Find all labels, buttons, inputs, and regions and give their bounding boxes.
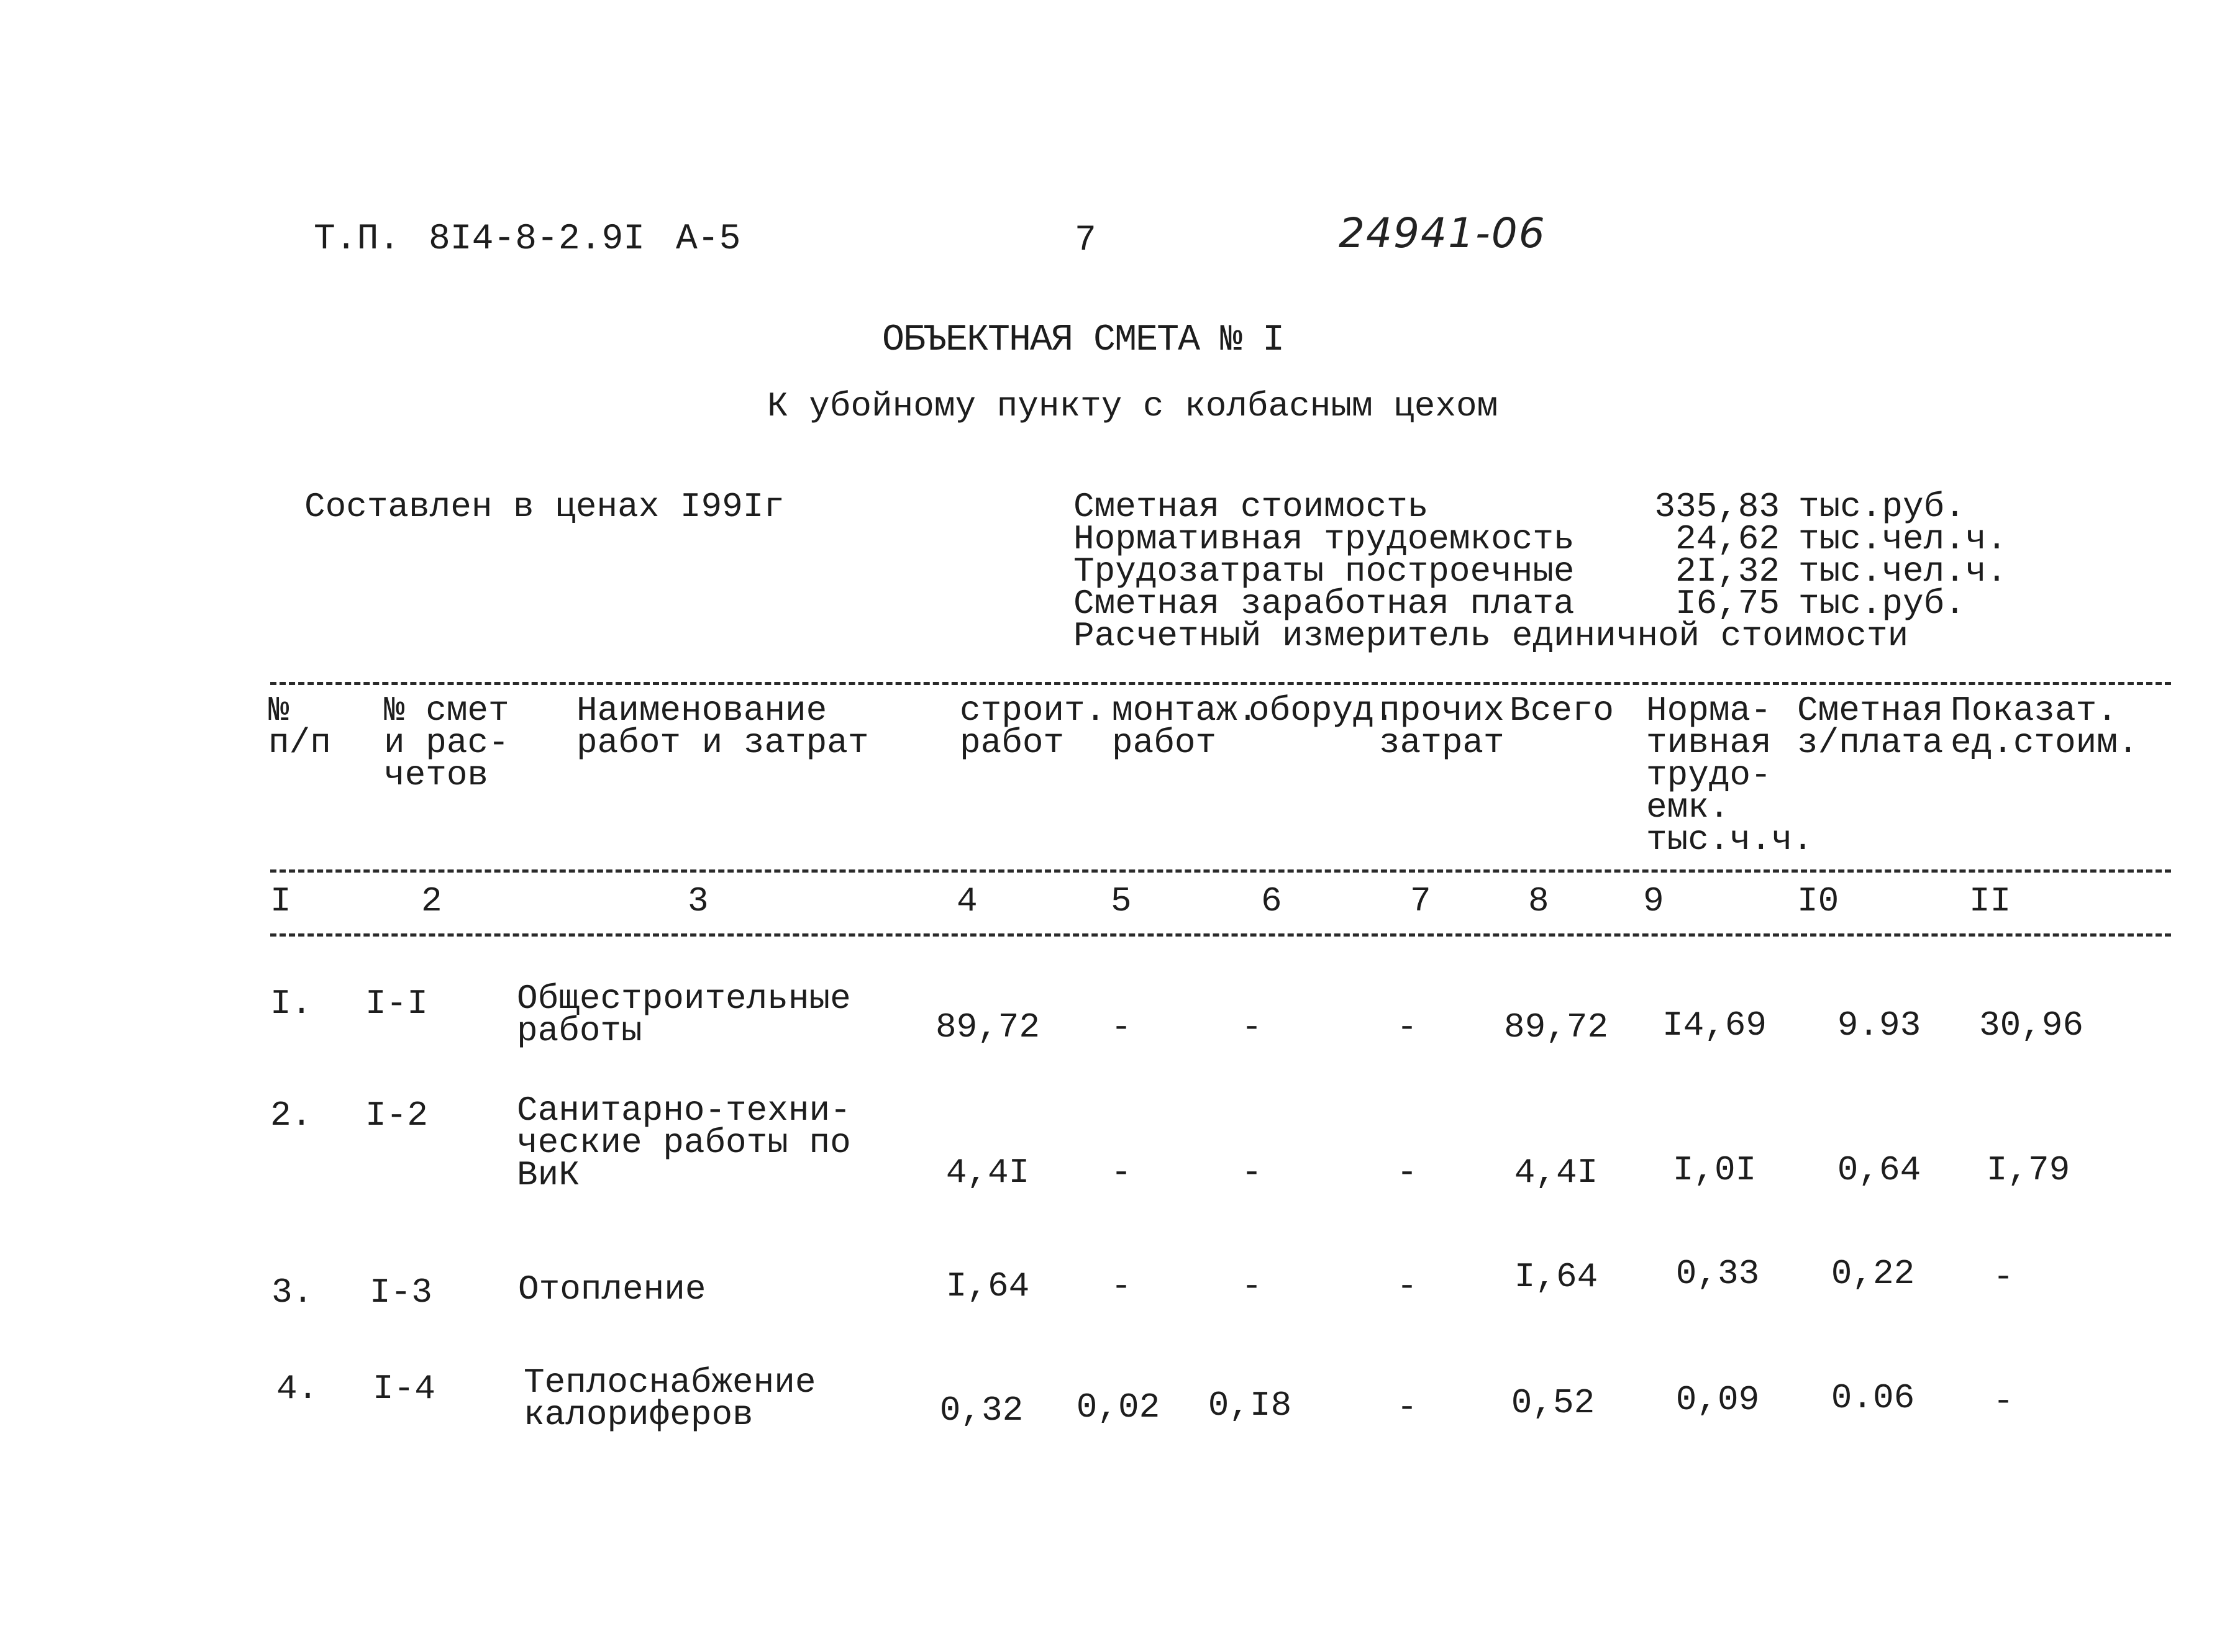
cell-indicator: - — [1993, 1381, 2014, 1421]
summary-value: 335,83 — [1654, 487, 1780, 527]
cell-total: 89,72 — [1503, 1007, 1609, 1047]
cell-indicator: 30,96 — [1978, 1005, 2084, 1045]
col-number: 7 — [1410, 881, 1431, 921]
summary-measure: Расчетный измеритель единичной стоимости — [1073, 616, 1909, 656]
col-header-construction: строит. работ — [960, 691, 1106, 763]
col-number: 4 — [957, 881, 978, 921]
cell-name: Санитарно-техни- ческие работы по ВиК — [517, 1091, 851, 1195]
cell-labor: 0,09 — [1675, 1380, 1760, 1420]
cell-other: - — [1396, 1153, 1418, 1192]
table-rule-numbers — [270, 933, 2171, 937]
col-number: 3 — [688, 881, 709, 921]
cell-name: Теплоснабжение калориферов — [524, 1363, 816, 1435]
col-header-no: № п/п — [268, 691, 331, 763]
col-number: 5 — [1111, 881, 1132, 921]
col-header-name: Наименование работ и затрат — [576, 691, 869, 763]
cell-wages: 0,64 — [1837, 1150, 1921, 1190]
cell-total: 0,52 — [1511, 1383, 1595, 1423]
cell-other: - — [1396, 1387, 1418, 1427]
cell-indicator: - — [1993, 1257, 2014, 1297]
col-header-installation: монтаж. работ — [1112, 691, 1259, 763]
cell-labor: 0,33 — [1675, 1254, 1760, 1294]
col-number: I0 — [1797, 881, 1839, 921]
cell-other: - — [1396, 1266, 1418, 1306]
cell-construction: I,64 — [945, 1266, 1030, 1306]
cell-name: Отопление — [518, 1269, 706, 1309]
series-number: 8I4-8-2.9I — [429, 219, 645, 260]
cell-construction: 89,72 — [935, 1007, 1040, 1047]
album-number: А-5 — [676, 219, 741, 260]
cell-wages: 9.93 — [1837, 1005, 1921, 1045]
col-number: II — [1969, 881, 2011, 921]
summary-value: I6,75 — [1675, 584, 1780, 624]
cell-estimate: I-I — [365, 984, 428, 1023]
cell-equipment: 0,I8 — [1208, 1386, 1292, 1425]
summary-label: Нормативная трудоемкость — [1073, 519, 1575, 559]
col-number: 2 — [421, 881, 442, 921]
col-number: 9 — [1643, 881, 1664, 921]
cell-equipment: - — [1241, 1153, 1262, 1192]
page-number: 7 — [1075, 220, 1096, 261]
cell-labor: I4,69 — [1662, 1005, 1767, 1045]
col-number: 8 — [1528, 881, 1549, 921]
summary-label: Сметная стоимость — [1073, 487, 1429, 527]
cell-indicator: I,79 — [1986, 1150, 2070, 1190]
cell-construction: 0,32 — [939, 1391, 1024, 1430]
col-number: I — [270, 881, 291, 921]
cell-other: - — [1396, 1007, 1418, 1047]
summary-label: Трудозатраты построечные — [1073, 551, 1575, 591]
cell-labor: I,0I — [1672, 1150, 1757, 1190]
cell-installation: - — [1111, 1266, 1132, 1306]
summary-unit: тыс.чел.ч. — [1798, 519, 2008, 559]
cell-total: I,64 — [1514, 1257, 1598, 1297]
col-header-wages: Сметная з/плата — [1797, 691, 1944, 763]
table-rule-header — [270, 869, 2171, 873]
page-title: ОБЪЕКТНАЯ СМЕТА № I — [882, 319, 1284, 361]
cell-no: 4. — [276, 1369, 319, 1409]
cell-estimate: I-3 — [370, 1273, 432, 1312]
col-header-labor: Норма- тивная трудо- емк. тыс.ч.ч. — [1646, 691, 1813, 860]
col-number: 6 — [1261, 881, 1282, 921]
col-header-equipment: оборуд. — [1249, 691, 1395, 730]
prices-note: Составлен в ценах I99Iг — [304, 487, 785, 527]
cell-no: 3. — [271, 1273, 314, 1312]
doc-ref: Т.П. — [314, 219, 401, 260]
inventory-number: 24941-06 — [1339, 209, 1546, 257]
cell-equipment: - — [1241, 1007, 1262, 1047]
summary-value: 24,62 — [1675, 519, 1780, 559]
cell-estimate: I-2 — [365, 1096, 428, 1135]
page-subtitle: К убойному пункту с колбасным цехом — [767, 386, 1498, 426]
summary-label: Сметная заработная плата — [1073, 584, 1575, 624]
cell-installation: - — [1111, 1153, 1132, 1192]
table-rule-top — [270, 682, 2171, 685]
col-header-estimate: № смет и рас- четов — [384, 691, 509, 795]
summary-unit: тыс.руб. — [1798, 584, 1965, 624]
cell-wages: 0,22 — [1831, 1254, 1915, 1294]
cell-wages: 0.06 — [1831, 1378, 1915, 1418]
cell-equipment: - — [1241, 1266, 1262, 1306]
cell-installation: - — [1111, 1007, 1132, 1047]
summary-unit: тыс.руб. — [1798, 487, 1965, 527]
summary-unit: тыс.чел.ч. — [1798, 551, 2008, 591]
cell-no: 2. — [270, 1096, 312, 1135]
cell-no: I. — [270, 984, 312, 1023]
cell-total: 4,4I — [1514, 1153, 1598, 1192]
cell-estimate: I-4 — [373, 1369, 435, 1409]
cell-name: Общестроительные работы — [517, 979, 851, 1051]
col-header-total: Всего — [1509, 691, 1614, 730]
col-header-other: прочих затрат — [1379, 691, 1505, 763]
cell-construction: 4,4I — [945, 1153, 1030, 1192]
cell-installation: 0,02 — [1076, 1387, 1160, 1427]
summary-value: 2I,32 — [1675, 551, 1780, 591]
col-header-indicator: Показат. ед.стоим. — [1951, 691, 2139, 763]
